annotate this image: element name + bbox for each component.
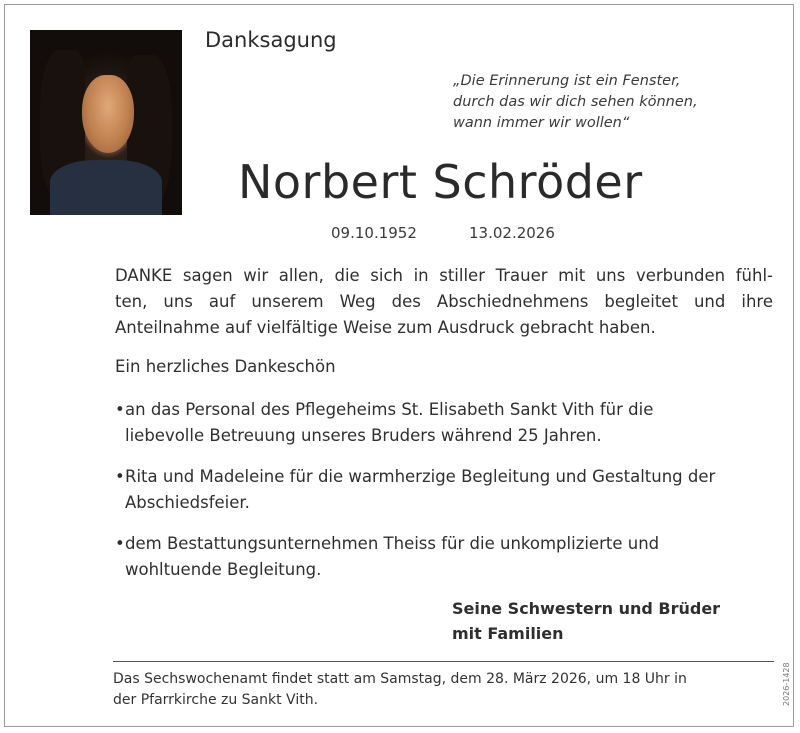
quote-line: „Die Erinnerung ist ein Fenster, (453, 73, 681, 89)
signature-line: Seine Schwestern und Brüder (452, 599, 721, 618)
deceased-name: Norbert Schröder (238, 155, 643, 209)
portrait-face (82, 75, 134, 153)
reference-code: 2026-1428 (782, 662, 791, 706)
footer-line: Das Sechswochenamt findet statt am Samstag, dem 28. März 2026, um 18 Uhr in (113, 671, 687, 687)
footer-line: der Pfarrkirche zu Sankt Vith. (113, 692, 319, 708)
signature-line: mit Familien (452, 624, 564, 643)
bullet-marker: • (115, 467, 125, 486)
notice-heading: Danksagung (205, 28, 337, 52)
paragraph-line: ten, uns auf unserem Weg des Abschiednehmens begleitet und ihre (115, 292, 773, 311)
birth-date: 09.10.1952 (331, 224, 417, 242)
portrait-photo (30, 30, 182, 215)
list-item-line: wohltuende Begleitung. (125, 560, 322, 579)
signature-block (452, 596, 720, 646)
quote-line: wann immer wir wollen“ (453, 115, 630, 131)
list-item-line: an das Personal des Pflegeheims St. Elisabeth Sankt Vith für die (125, 400, 654, 419)
bullet-marker: • (115, 534, 125, 553)
death-date: 13.02.2026 (469, 224, 555, 242)
bullet-marker: • (115, 400, 125, 419)
list-item (115, 531, 775, 583)
portrait-shirt (50, 160, 162, 215)
list-item-line: Abschiedsfeier. (125, 493, 250, 512)
thanks-list (115, 397, 775, 598)
thanks-paragraph (115, 263, 773, 341)
thanks-heading: Ein herzliches Dankeschön (115, 357, 336, 376)
memorial-quote (453, 71, 698, 134)
list-item-line: dem Bestattungsunternehmen Theiss für die unkomplizierte und (125, 534, 660, 553)
paragraph-line: DANKE sagen wir allen, die sich in stiller Trauer mit uns verbunden fühl- (115, 266, 773, 285)
list-item (115, 397, 775, 449)
list-item-line: liebevolle Betreuung unseres Bruders während 25 Jahren. (125, 426, 602, 445)
paragraph-line: Anteilnahme auf vielfältige Weise zum Ausdruck gebracht haben. (115, 318, 656, 337)
list-item (115, 464, 775, 516)
quote-line: durch das wir dich sehen können, (453, 94, 698, 110)
footer-note (113, 669, 775, 711)
list-item-line: Rita und Madeleine für die warmherzige Begleitung und Gestaltung der (125, 467, 716, 486)
footer-divider (113, 661, 774, 662)
